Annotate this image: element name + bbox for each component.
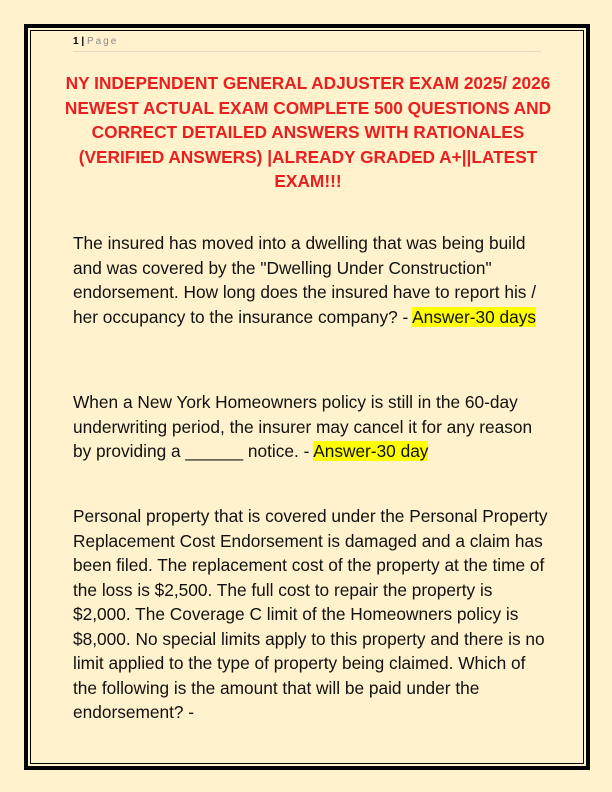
question-1 [73, 231, 553, 329]
question-text: Personal property that is covered under the Personal Property Replacement Cost Endorsement is damaged and a claim has been filed. The replacement cost of the property at the time of the loss is $2,500. The full cost to repair the property is $2,000. The Coverage C limit of the Homeowners policy is $8,000. No special limits apply to this property and there is no limit applied to the type of property being claimed. Which of the following is the amount that will be paid under the endorsement? - [73, 506, 548, 722]
page-header [73, 36, 541, 52]
answer-highlight: Answer-30 day [313, 441, 429, 461]
page-label: Page [86, 36, 119, 47]
header-separator: | [81, 36, 85, 47]
document-title: NY INDEPENDENT GENERAL ADJUSTER EXAM 2025/ 2026 NEWEST ACTUAL EXAM COMPLETE 500 QUESTIONS AND CORRECT DETAILED ANSWERS WITH RATIONALES (VERIFIED ANSWERS) |ALREADY GRADED A+||LATEST EXAM!!! [64, 73, 552, 191]
question-2 [73, 390, 553, 464]
question-text: The insured has moved into a dwelling that was being build and was covered by the "Dwelling Under Construction" endorsement. How long does the insured have to report his / her occupancy to the insurance company? - [73, 233, 537, 327]
page-number: 1 [73, 36, 79, 47]
answer-highlight: Answer-30 days [412, 306, 537, 327]
question-text: When a New York Homeowners policy is still in the 60-day underwriting period, the insurer may cancel it for any reason by providing a ______ notice. - [73, 392, 533, 461]
question-3 [73, 504, 553, 725]
